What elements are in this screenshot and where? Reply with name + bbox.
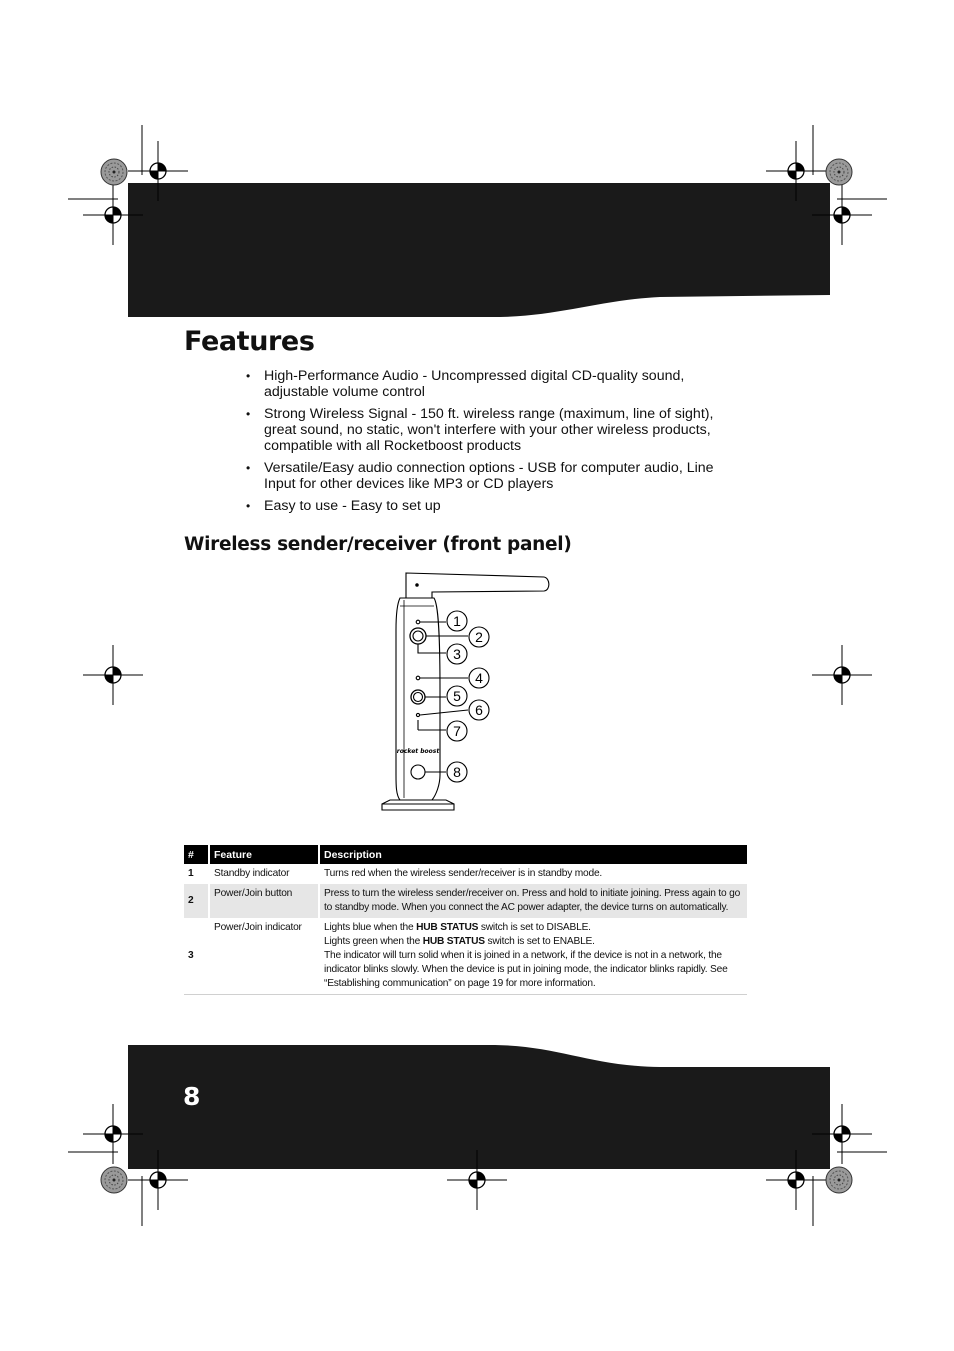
table-row: 2 Power/Join button Press to turn the wireless sender/receiver on. Press and hold to initiate joining. Press again to go to standby mode. When you connect the AC power adapter, the device turns on automatically. — [184, 884, 747, 918]
list-item: • High-Performance Audio - Uncompressed digital CD-quality sound, adjustable volume control — [246, 368, 685, 400]
callout-1: 1 — [453, 613, 461, 629]
standby-indicator — [416, 620, 420, 624]
list-item: • Strong Wireless Signal - 150 ft. wireless range (maximum, line of sight), great sound, no static, won't interfere with your other wireless products, compatible with all Rocketboost products — [246, 406, 714, 454]
list-item: • Versatile/Easy audio connection options - USB for computer audio, Line Input for other devices like MP3 or CD players — [246, 460, 714, 492]
top-banner — [128, 183, 830, 317]
callout-5: 5 — [453, 688, 461, 704]
antenna — [406, 573, 549, 598]
col-header-description: Description — [320, 845, 747, 864]
list-item: • Easy to use - Easy to set up — [246, 498, 441, 514]
front-panel-illustration — [376, 570, 556, 815]
feature-list — [246, 368, 746, 520]
description-cell: Lights blue when the HUB STATUS switch is set to DISABLE. Lights green when the HUB STATUS switch is set to ENABLE. The indicator will turn solid when it is joined in a network, if the device is not in a network, the indicator blinks slowly. When the device is put in joining mode, the indicator blinks rapidly. See “Establishing communication” on page 19 for more information. — [320, 918, 747, 995]
callout-7: 7 — [453, 723, 461, 739]
feature-table — [184, 845, 747, 995]
page-title: Features — [184, 326, 315, 357]
callout-3: 3 — [453, 646, 461, 662]
table-row: 1 Standby indicator Turns red when the wireless sender/receiver is in standby mode. — [184, 864, 747, 884]
section-title: Wireless sender/receiver (front panel) — [184, 534, 572, 555]
col-header-num: # — [184, 845, 208, 864]
table-row: 3 Power/Join indicator Lights blue when the HUB STATUS switch is set to DISABLE. Lights green when the HUB STATUS switch is set to ENABLE. The indicator will turn solid when it is joined in a network, if the device is not in a network, the indicator blinks slowly. When the device is put in joining mode, the indicator blinks rapidly. See “Establishing communication” on page 19 for more information. — [184, 918, 747, 995]
col-header-feature: Feature — [210, 845, 318, 864]
table-header-row — [184, 845, 747, 864]
page-number: 8 — [183, 1082, 201, 1111]
rocketboost-logo: rocket boost — [396, 748, 440, 755]
callout-8: 8 — [453, 764, 461, 780]
bottom-banner — [128, 1045, 830, 1169]
callout-6: 6 — [475, 702, 483, 718]
callout-2: 2 — [475, 629, 483, 645]
callout-4: 4 — [475, 670, 483, 686]
power-join-button — [410, 628, 426, 644]
